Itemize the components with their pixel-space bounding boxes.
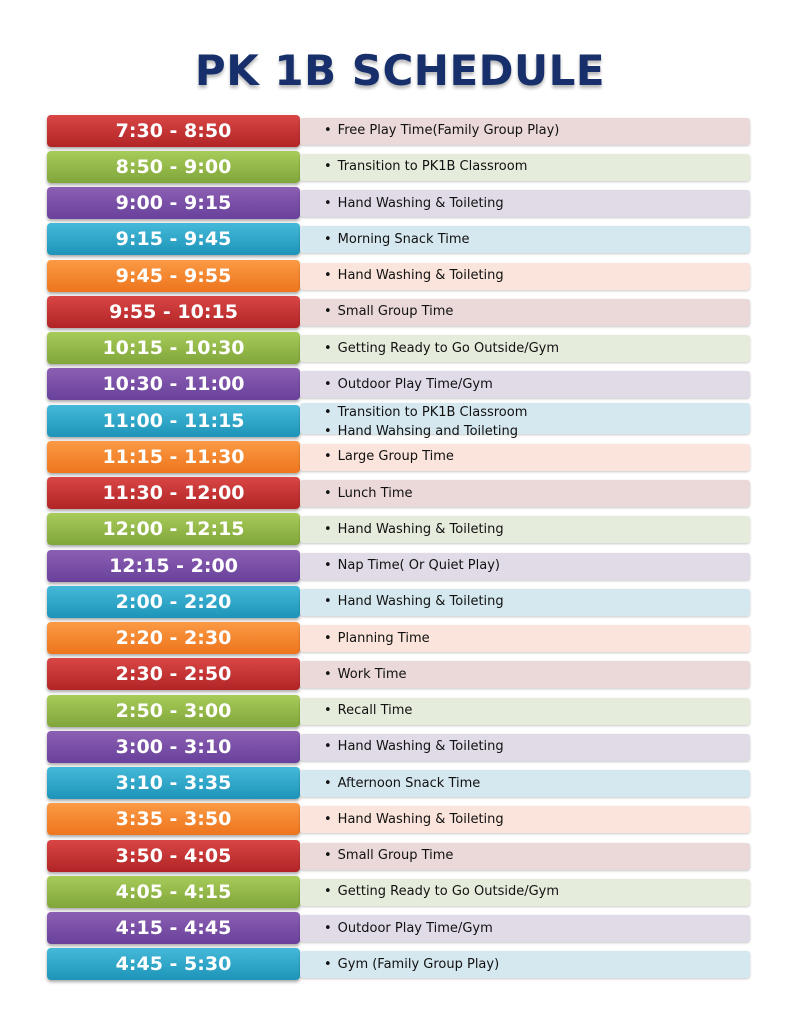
activity-item: • Gym (Family Group Play): [324, 955, 750, 975]
time-block: 2:50 - 3:00: [47, 695, 300, 727]
activity-box: [300, 915, 750, 942]
time-block: 9:15 - 9:45: [47, 223, 300, 255]
activity-item: • Planning Time: [324, 629, 750, 649]
time-block: 3:35 - 3:50: [47, 803, 300, 835]
activity-box: [300, 118, 750, 145]
activity-item: • Hand Wahsing and Toileting: [324, 422, 750, 441]
activity-box: [300, 371, 750, 398]
activity-item: • Hand Washing & Toileting: [324, 266, 750, 286]
time-block: 10:30 - 11:00: [47, 368, 300, 400]
schedule-row: [0, 113, 800, 149]
activity-item: • Lunch Time: [324, 484, 750, 504]
activity-box: [300, 553, 750, 580]
schedule-row: [0, 911, 800, 947]
activity-item: • Free Play Time(Family Group Play): [324, 121, 750, 141]
schedule-row: [0, 149, 800, 185]
time-block: 8:50 - 9:00: [47, 151, 300, 183]
schedule-row: [0, 439, 800, 475]
schedule-row: [0, 367, 800, 403]
activity-box: [300, 480, 750, 507]
activity-box: [300, 444, 750, 471]
activity-box: [300, 770, 750, 797]
time-block: 3:10 - 3:35: [47, 767, 300, 799]
schedule-row: [0, 693, 800, 729]
time-block: 11:00 - 11:15: [47, 405, 300, 437]
activity-item: • Hand Washing & Toileting: [324, 737, 750, 757]
schedule-row: [0, 476, 800, 512]
activity-item: • Transition to PK1B Classroom: [324, 403, 750, 422]
schedule-row: [0, 584, 800, 620]
activity-box: [300, 403, 750, 439]
schedule-row: [0, 512, 800, 548]
activity-box: [300, 698, 750, 725]
time-block: 9:55 - 10:15: [47, 296, 300, 328]
time-block: 3:00 - 3:10: [47, 731, 300, 763]
activity-item: • Work Time: [324, 665, 750, 685]
activity-box: [300, 335, 750, 362]
activity-box: [300, 734, 750, 761]
activity-item: • Nap Time( Or Quiet Play): [324, 556, 750, 576]
activity-box: [300, 226, 750, 253]
activity-box: [300, 625, 750, 652]
activity-item: • Hand Washing & Toileting: [324, 810, 750, 830]
time-block: 2:20 - 2:30: [47, 622, 300, 654]
activity-item: • Small Group Time: [324, 846, 750, 866]
activity-item: • Getting Ready to Go Outside/Gym: [324, 882, 750, 902]
schedule-row: [0, 802, 800, 838]
schedule-row: [0, 766, 800, 802]
activity-item: • Morning Snack Time: [324, 230, 750, 250]
activity-item: • Hand Washing & Toileting: [324, 592, 750, 612]
time-block: 2:00 - 2:20: [47, 586, 300, 618]
activity-item: • Large Group Time: [324, 447, 750, 467]
activity-item: • Small Group Time: [324, 302, 750, 322]
activity-box: [300, 806, 750, 833]
activity-box: [300, 879, 750, 906]
activity-box: [300, 661, 750, 688]
activity-box: [300, 299, 750, 326]
time-block: 4:05 - 4:15: [47, 876, 300, 908]
schedule-list: [0, 113, 800, 983]
schedule-row: [0, 657, 800, 693]
schedule-row: [0, 294, 800, 330]
time-block: 4:15 - 4:45: [47, 912, 300, 944]
activity-item: • Hand Washing & Toileting: [324, 194, 750, 214]
activity-item: • Getting Ready to Go Outside/Gym: [324, 339, 750, 359]
schedule-row: [0, 548, 800, 584]
time-block: 9:00 - 9:15: [47, 187, 300, 219]
schedule-row: [0, 947, 800, 983]
time-block: 2:30 - 2:50: [47, 658, 300, 690]
time-block: 9:45 - 9:55: [47, 260, 300, 292]
activity-box: [300, 154, 750, 181]
schedule-row: [0, 258, 800, 294]
activity-item: • Hand Washing & Toileting: [324, 520, 750, 540]
time-block: 11:30 - 12:00: [47, 477, 300, 509]
schedule-row: [0, 222, 800, 258]
schedule-row: [0, 621, 800, 657]
time-block: 7:30 - 8:50: [47, 115, 300, 147]
activity-box: [300, 190, 750, 217]
activity-item: • Afternoon Snack Time: [324, 774, 750, 794]
activity-item: • Recall Time: [324, 701, 750, 721]
activity-item: • Outdoor Play Time/Gym: [324, 919, 750, 939]
time-block: 3:50 - 4:05: [47, 840, 300, 872]
activity-box: [300, 589, 750, 616]
schedule-row: [0, 874, 800, 910]
page-title: PK 1B SCHEDULE: [194, 46, 606, 95]
activity-item: • Transition to PK1B Classroom: [324, 157, 750, 177]
schedule-row: [0, 729, 800, 765]
time-block: 4:45 - 5:30: [47, 948, 300, 980]
schedule-row: [0, 838, 800, 874]
schedule-row: [0, 186, 800, 222]
schedule-row: [0, 403, 800, 439]
time-block: 11:15 - 11:30: [47, 441, 300, 473]
activity-box: [300, 516, 750, 543]
activity-box: [300, 951, 750, 978]
time-block: 10:15 - 10:30: [47, 332, 300, 364]
activity-box: [300, 263, 750, 290]
time-block: 12:00 - 12:15: [47, 513, 300, 545]
activity-box: [300, 843, 750, 870]
time-block: 12:15 - 2:00: [47, 550, 300, 582]
activity-item: • Outdoor Play Time/Gym: [324, 375, 750, 395]
schedule-row: [0, 331, 800, 367]
